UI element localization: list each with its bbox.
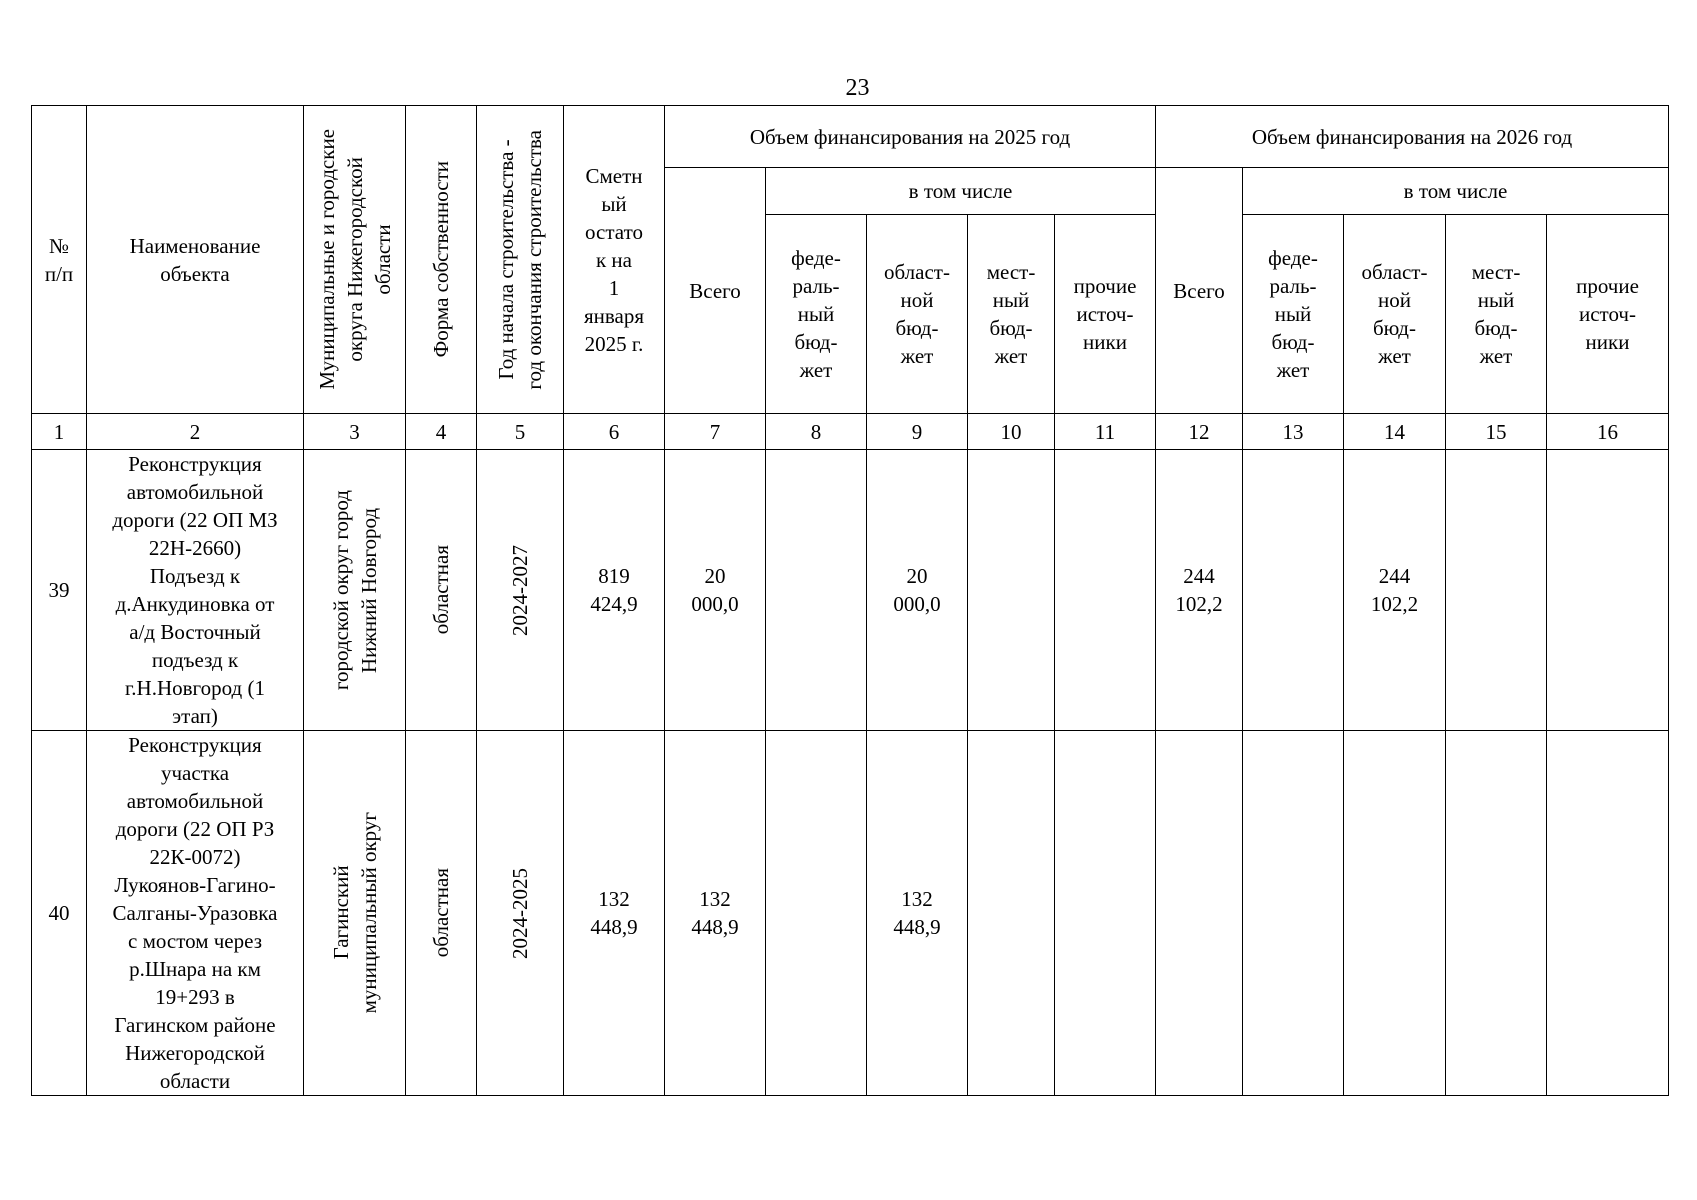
- header-2025-including: в том числе: [766, 168, 1156, 215]
- y2026-federal-value: [1243, 731, 1344, 1096]
- page-number: 23: [845, 75, 870, 101]
- y2025-local-value: [968, 450, 1055, 731]
- y2025-regional-value: 20 000,0: [867, 450, 968, 731]
- y2026-regional-value: 244 102,2: [1344, 450, 1446, 731]
- municipality-cell: [304, 450, 406, 731]
- y2025-regional-value: 132 448,9: [867, 731, 968, 1096]
- header-funding-2026: Объем финансирования на 2026 год: [1156, 106, 1669, 168]
- y2025-local-value: [968, 731, 1055, 1096]
- header-2026-other: прочие источ- ники: [1547, 215, 1669, 414]
- y2026-other-value: [1547, 450, 1669, 731]
- years-cell: [477, 450, 564, 731]
- y2025-total-value: 132 448,9: [665, 731, 766, 1096]
- column-number: 16: [1547, 414, 1669, 450]
- y2025-other-value: [1055, 450, 1156, 731]
- header-2026-including: в том числе: [1243, 168, 1669, 215]
- row-num: 39: [32, 450, 87, 731]
- column-number: 14: [1344, 414, 1446, 450]
- column-number: 13: [1243, 414, 1344, 450]
- y2026-total-value: [1156, 731, 1243, 1096]
- y2026-other-value: [1547, 731, 1669, 1096]
- column-number: 5: [477, 414, 564, 450]
- y2025-other-value: [1055, 731, 1156, 1096]
- column-number: 10: [968, 414, 1055, 450]
- header-num: № п/п: [32, 106, 87, 414]
- y2025-total-value: 20 000,0: [665, 450, 766, 731]
- column-number: 2: [87, 414, 304, 450]
- municipality-cell: [304, 731, 406, 1096]
- header-funding-2025: Объем финансирования на 2025 год: [665, 106, 1156, 168]
- header-ownership: [406, 106, 477, 414]
- table-body: [32, 450, 1669, 1096]
- object-name: Реконструкция автомобильной дороги (22 ОП МЗ 22Н-2660) Подъезд к д.Анкудиновка от а/д Восточный подъезд к г.Н.Новгород (1 этап): [87, 450, 304, 731]
- municipality-text: городской округ город Нижний Новгород: [328, 489, 381, 691]
- header-ownership-text: Форма собственности: [429, 161, 453, 358]
- header-2026-federal: феде- раль- ный бюд- жет: [1243, 215, 1344, 414]
- column-number: 7: [665, 414, 766, 450]
- header-2025-regional: област- ной бюд- жет: [867, 215, 968, 414]
- column-number: 11: [1055, 414, 1156, 450]
- header-years: [477, 106, 564, 414]
- construction-funding-table: [31, 105, 1669, 1096]
- row-num: 40: [32, 731, 87, 1096]
- header-2026-local: мест- ный бюд- жет: [1446, 215, 1547, 414]
- years-text: 2024-2027: [508, 544, 532, 636]
- ownership-cell: [406, 450, 477, 731]
- column-number: 12: [1156, 414, 1243, 450]
- y2026-regional-value: [1344, 731, 1446, 1096]
- header-2025-total: Всего: [665, 168, 766, 414]
- column-number: 4: [406, 414, 477, 450]
- y2026-federal-value: [1243, 450, 1344, 731]
- header-2025-federal: феде- раль- ный бюд- жет: [766, 215, 867, 414]
- header-2025-other: прочие источ- ники: [1055, 215, 1156, 414]
- years-cell: [477, 731, 564, 1096]
- table-header: [32, 106, 1669, 450]
- y2026-local-value: [1446, 450, 1547, 731]
- header-remainder: Сметн ый остато к на 1 января 2025 г.: [564, 106, 665, 414]
- header-municipality: [304, 106, 406, 414]
- remainder-value: 819 424,9: [564, 450, 665, 731]
- column-number: 6: [564, 414, 665, 450]
- header-2026-total: Всего: [1156, 168, 1243, 414]
- table-row: [32, 731, 1669, 1096]
- column-number: 8: [766, 414, 867, 450]
- column-number-row: [32, 414, 1669, 450]
- y2025-federal-value: [766, 731, 867, 1096]
- y2026-local-value: [1446, 731, 1547, 1096]
- header-2026-regional: област- ной бюд- жет: [1344, 215, 1446, 414]
- y2026-total-value: 244 102,2: [1156, 450, 1243, 731]
- ownership-text: областная: [429, 545, 453, 635]
- remainder-value: 132 448,9: [564, 731, 665, 1096]
- table-row: [32, 450, 1669, 731]
- ownership-text: областная: [429, 868, 453, 958]
- header-municipality-text: Муниципальные и городские округа Нижегородской области: [314, 129, 395, 390]
- column-number: 1: [32, 414, 87, 450]
- column-number: 15: [1446, 414, 1547, 450]
- header-name: Наименование объекта: [87, 106, 304, 414]
- header-2025-local: мест- ный бюд- жет: [968, 215, 1055, 414]
- ownership-cell: [406, 731, 477, 1096]
- years-text: 2024-2025: [508, 867, 532, 959]
- header-years-text: Год начала строительства - год окончания строительства: [494, 129, 546, 390]
- y2025-federal-value: [766, 450, 867, 731]
- object-name: Реконструкция участка автомобильной дороги (22 ОП РЗ 22К-0072) Лукоянов-Гагино- Салганы-Уразовка с мостом через р.Шнара на км 19+293 в Гагинском районе Нижегородской области: [87, 731, 304, 1096]
- municipality-text: Гагинский муниципальный округ: [328, 812, 381, 1014]
- column-number: 9: [867, 414, 968, 450]
- column-number: 3: [304, 414, 406, 450]
